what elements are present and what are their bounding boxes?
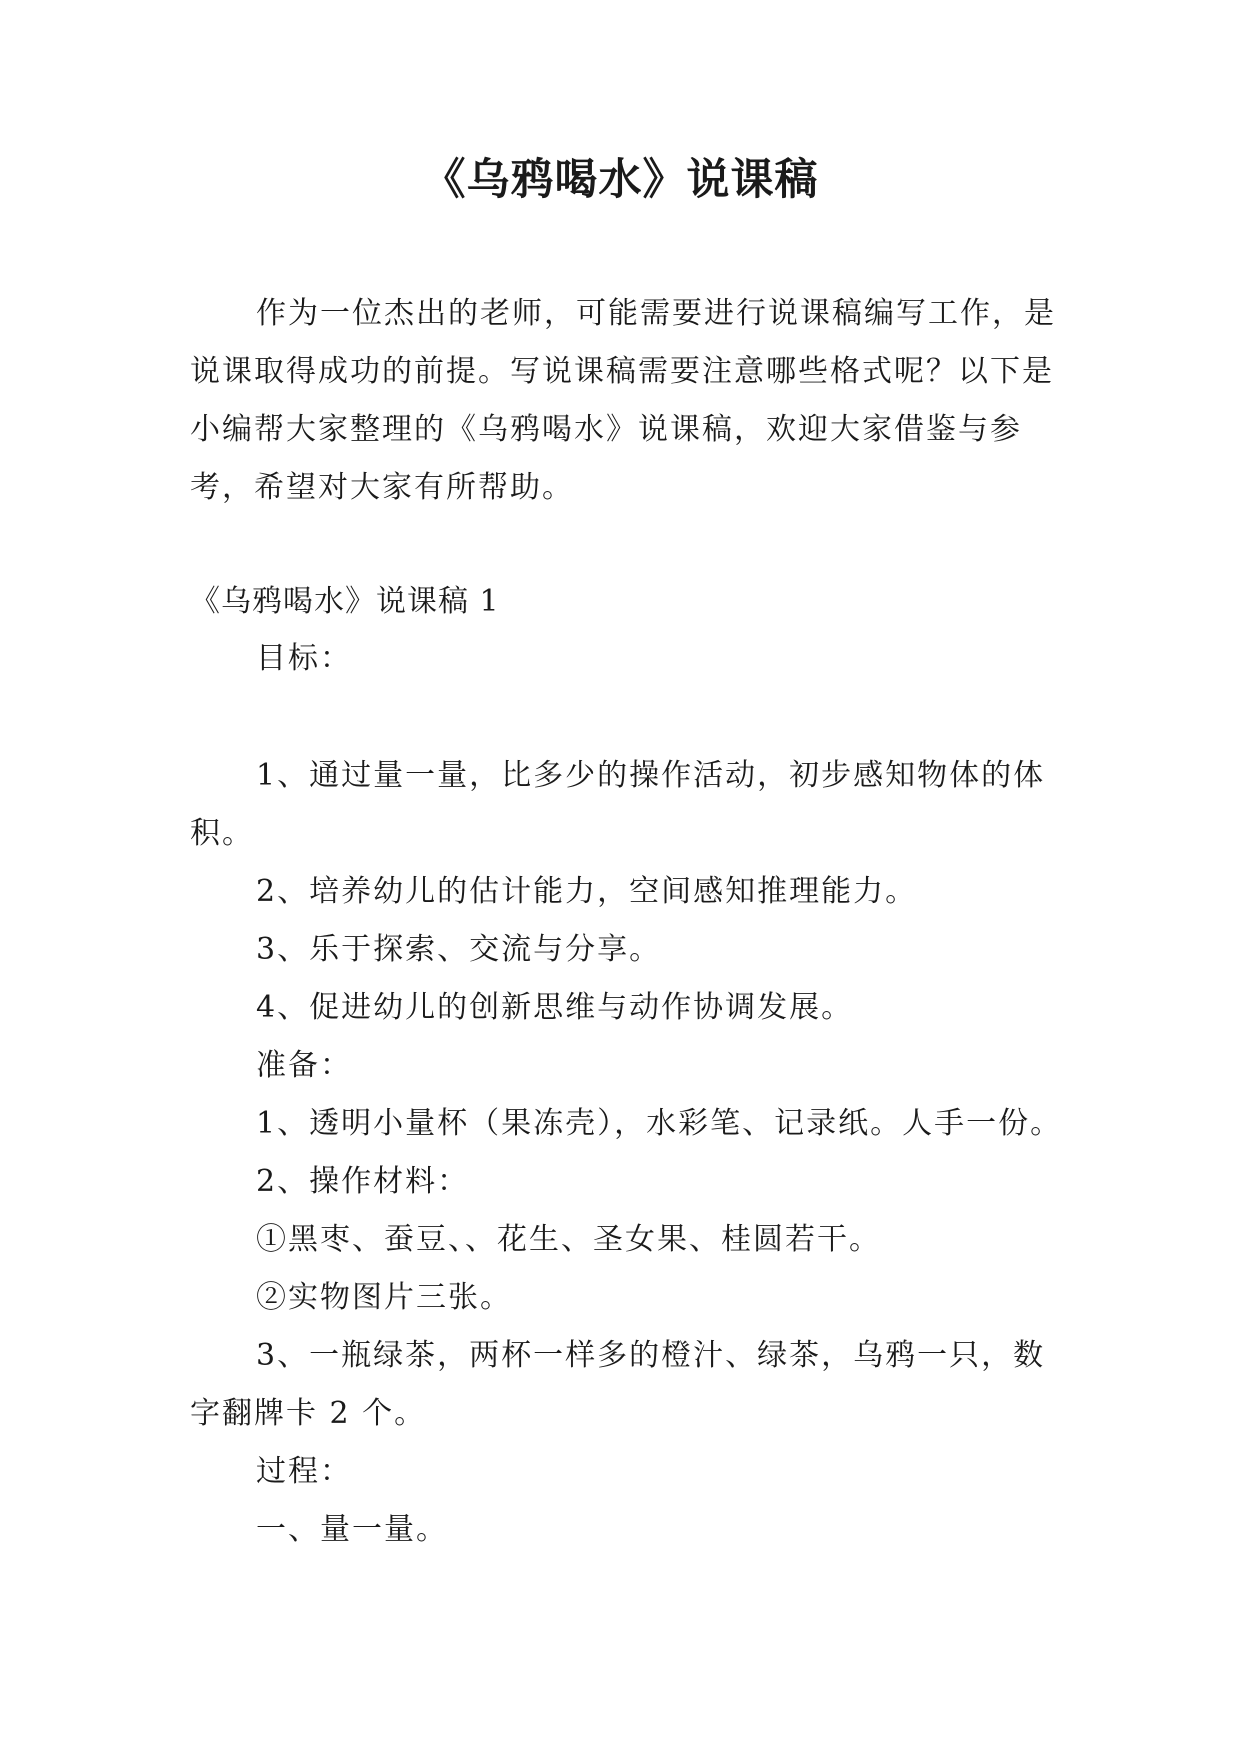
paragraph-prep-2: 2、操作材料：: [256, 1164, 470, 1199]
paragraph-process-heading: 过程：: [256, 1454, 352, 1489]
paragraph-goal-2: 2、培养幼儿的估计能力，空间感知推理能力。: [256, 874, 918, 909]
paragraph-goal-3: 3、乐于探索、交流与分享。: [256, 932, 662, 967]
paragraph-goal-4: 4、促进幼儿的创新思维与动作协调发展。: [256, 990, 854, 1025]
paragraph-prep-1: 1、透明小量杯（果冻壳），水彩笔、记录纸。人手一份。: [256, 1106, 1063, 1141]
document-title: 《乌鸦喝水》说课稿: [422, 155, 819, 205]
section-title: 《乌鸦喝水》说课稿 1: [190, 584, 500, 619]
paragraph-process-step-1: 一、量一量。: [256, 1512, 448, 1547]
paragraph-prep-3: 3、一瓶绿茶，两杯一样多的橙汁、绿茶，乌鸦一只，数字翻牌卡 2 个。: [190, 1338, 1046, 1431]
paragraph-goal-1: 1、通过量一量，比多少的操作活动，初步感知物体的体积。: [190, 758, 1046, 851]
paragraph-preparation-heading: 准备：: [256, 1048, 352, 1083]
paragraph-prep-2b: ②实物图片三张。: [256, 1280, 512, 1315]
paragraph-goals-heading: 目标：: [256, 641, 352, 676]
paragraph-prep-2a: ①黑枣、蚕豆、、花生、圣女果、桂圆若干。: [256, 1222, 881, 1257]
intro-paragraph: 作为一位杰出的老师，可能需要进行说课稿编写工作，是说课取得成功的前提。写说课稿需要注意哪些格式呢？以下是小编帮大家整理的《乌鸦喝水》说课稿，欢迎大家借鉴与参考，希望对大家有所帮助。: [190, 296, 1056, 505]
